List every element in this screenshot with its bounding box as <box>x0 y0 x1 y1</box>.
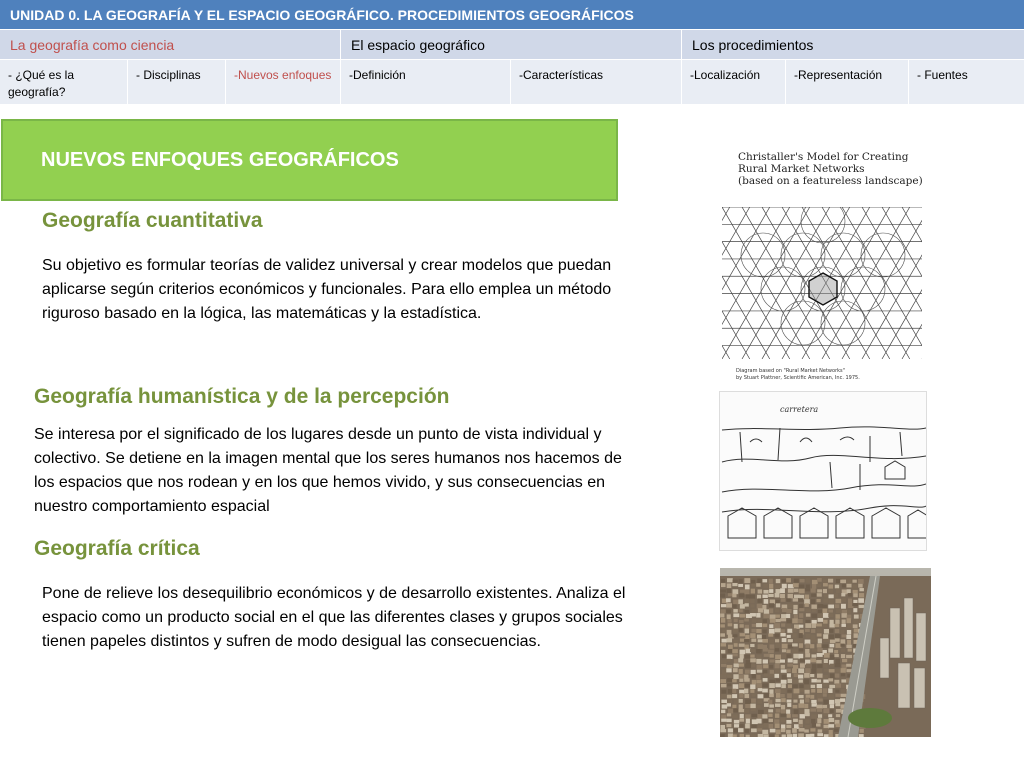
christaller-title-1: Christaller's Model for Creating <box>738 151 909 163</box>
text-humanistica: Se interesa por el significado de los lugares desde un punto de vista individual y colectivo. Se detiene en la imagen mental que los seres humanos nos hacemos de los espacios que nos rodean y en los que hemos vivido, y sus consecuencias en nuestro comportamiento espacial <box>34 426 622 515</box>
unit-title: UNIDAD 0. LA GEOGRAFÍA Y EL ESPACIO GEOGRÁFICO. PROCEDIMIENTOS GEOGRÁFICOS <box>0 0 1024 30</box>
page-title: NUEVOS ENFOQUES GEOGRÁFICOS <box>41 148 399 171</box>
christaller-title-2: Rural Market Networks <box>738 163 865 175</box>
tab-procedimientos[interactable]: Los procedimientos <box>682 30 1024 59</box>
heading-critica: Geografía crítica <box>34 537 200 560</box>
christaller-title-3: (based on a featureless landscape) <box>738 175 923 187</box>
subtab-nuevos-enfoques[interactable]: -Nuevos enfoques <box>226 60 341 104</box>
subtab-que-es-geografia[interactable]: - ¿Qué es la geografía? <box>0 60 128 104</box>
text-cuantitativa: Su objetivo es formular teorías de validez universal y crear modelos que puedan aplicarse según criterios económicos y funcionales. Para ello emplea un método riguroso basado en la lógica, las matemáticas y la estadística. <box>42 257 612 322</box>
christaller-caption-2: by Stuart Plattner, Scientific American, Inc. 1975. <box>736 375 860 381</box>
subsection-tabs <box>0 60 1024 104</box>
unit-navigation <box>0 0 1024 104</box>
subtab-fuentes[interactable]: - Fuentes <box>909 60 1024 104</box>
tab-geografia-ciencia[interactable]: La geografía como ciencia <box>0 30 341 59</box>
subtab-localizacion[interactable]: -Localización <box>682 60 786 104</box>
subtab-representacion[interactable]: -Representación <box>786 60 909 104</box>
text-critica: Pone de relieve los desequilibrio económicos y de desarrollo existentes. Analiza el espacio como un producto social en el que las diferentes clases y grupos sociales tienen papeles distintos y sufren de modo desigual las consecuencias. <box>42 585 626 650</box>
sketch-label: carretera <box>780 405 819 414</box>
title-banner <box>1 119 618 201</box>
section-tabs <box>0 30 1024 60</box>
subtab-caracteristicas[interactable]: -Características <box>511 60 682 104</box>
city-aerial-photo <box>720 568 931 737</box>
subtab-definicion[interactable]: -Definición <box>341 60 511 104</box>
christaller-caption-1: Diagram based on "Rural Market Networks" <box>736 368 845 374</box>
heading-cuantitativa: Geografía cuantitativa <box>42 209 263 232</box>
christaller-model-figure <box>716 143 928 383</box>
subtab-disciplinas[interactable]: - Disciplinas <box>128 60 226 104</box>
tab-espacio-geografico[interactable]: El espacio geográfico <box>341 30 682 59</box>
mental-map-sketch <box>719 391 927 551</box>
heading-humanistica: Geografía humanística y de la percepción <box>34 385 450 408</box>
